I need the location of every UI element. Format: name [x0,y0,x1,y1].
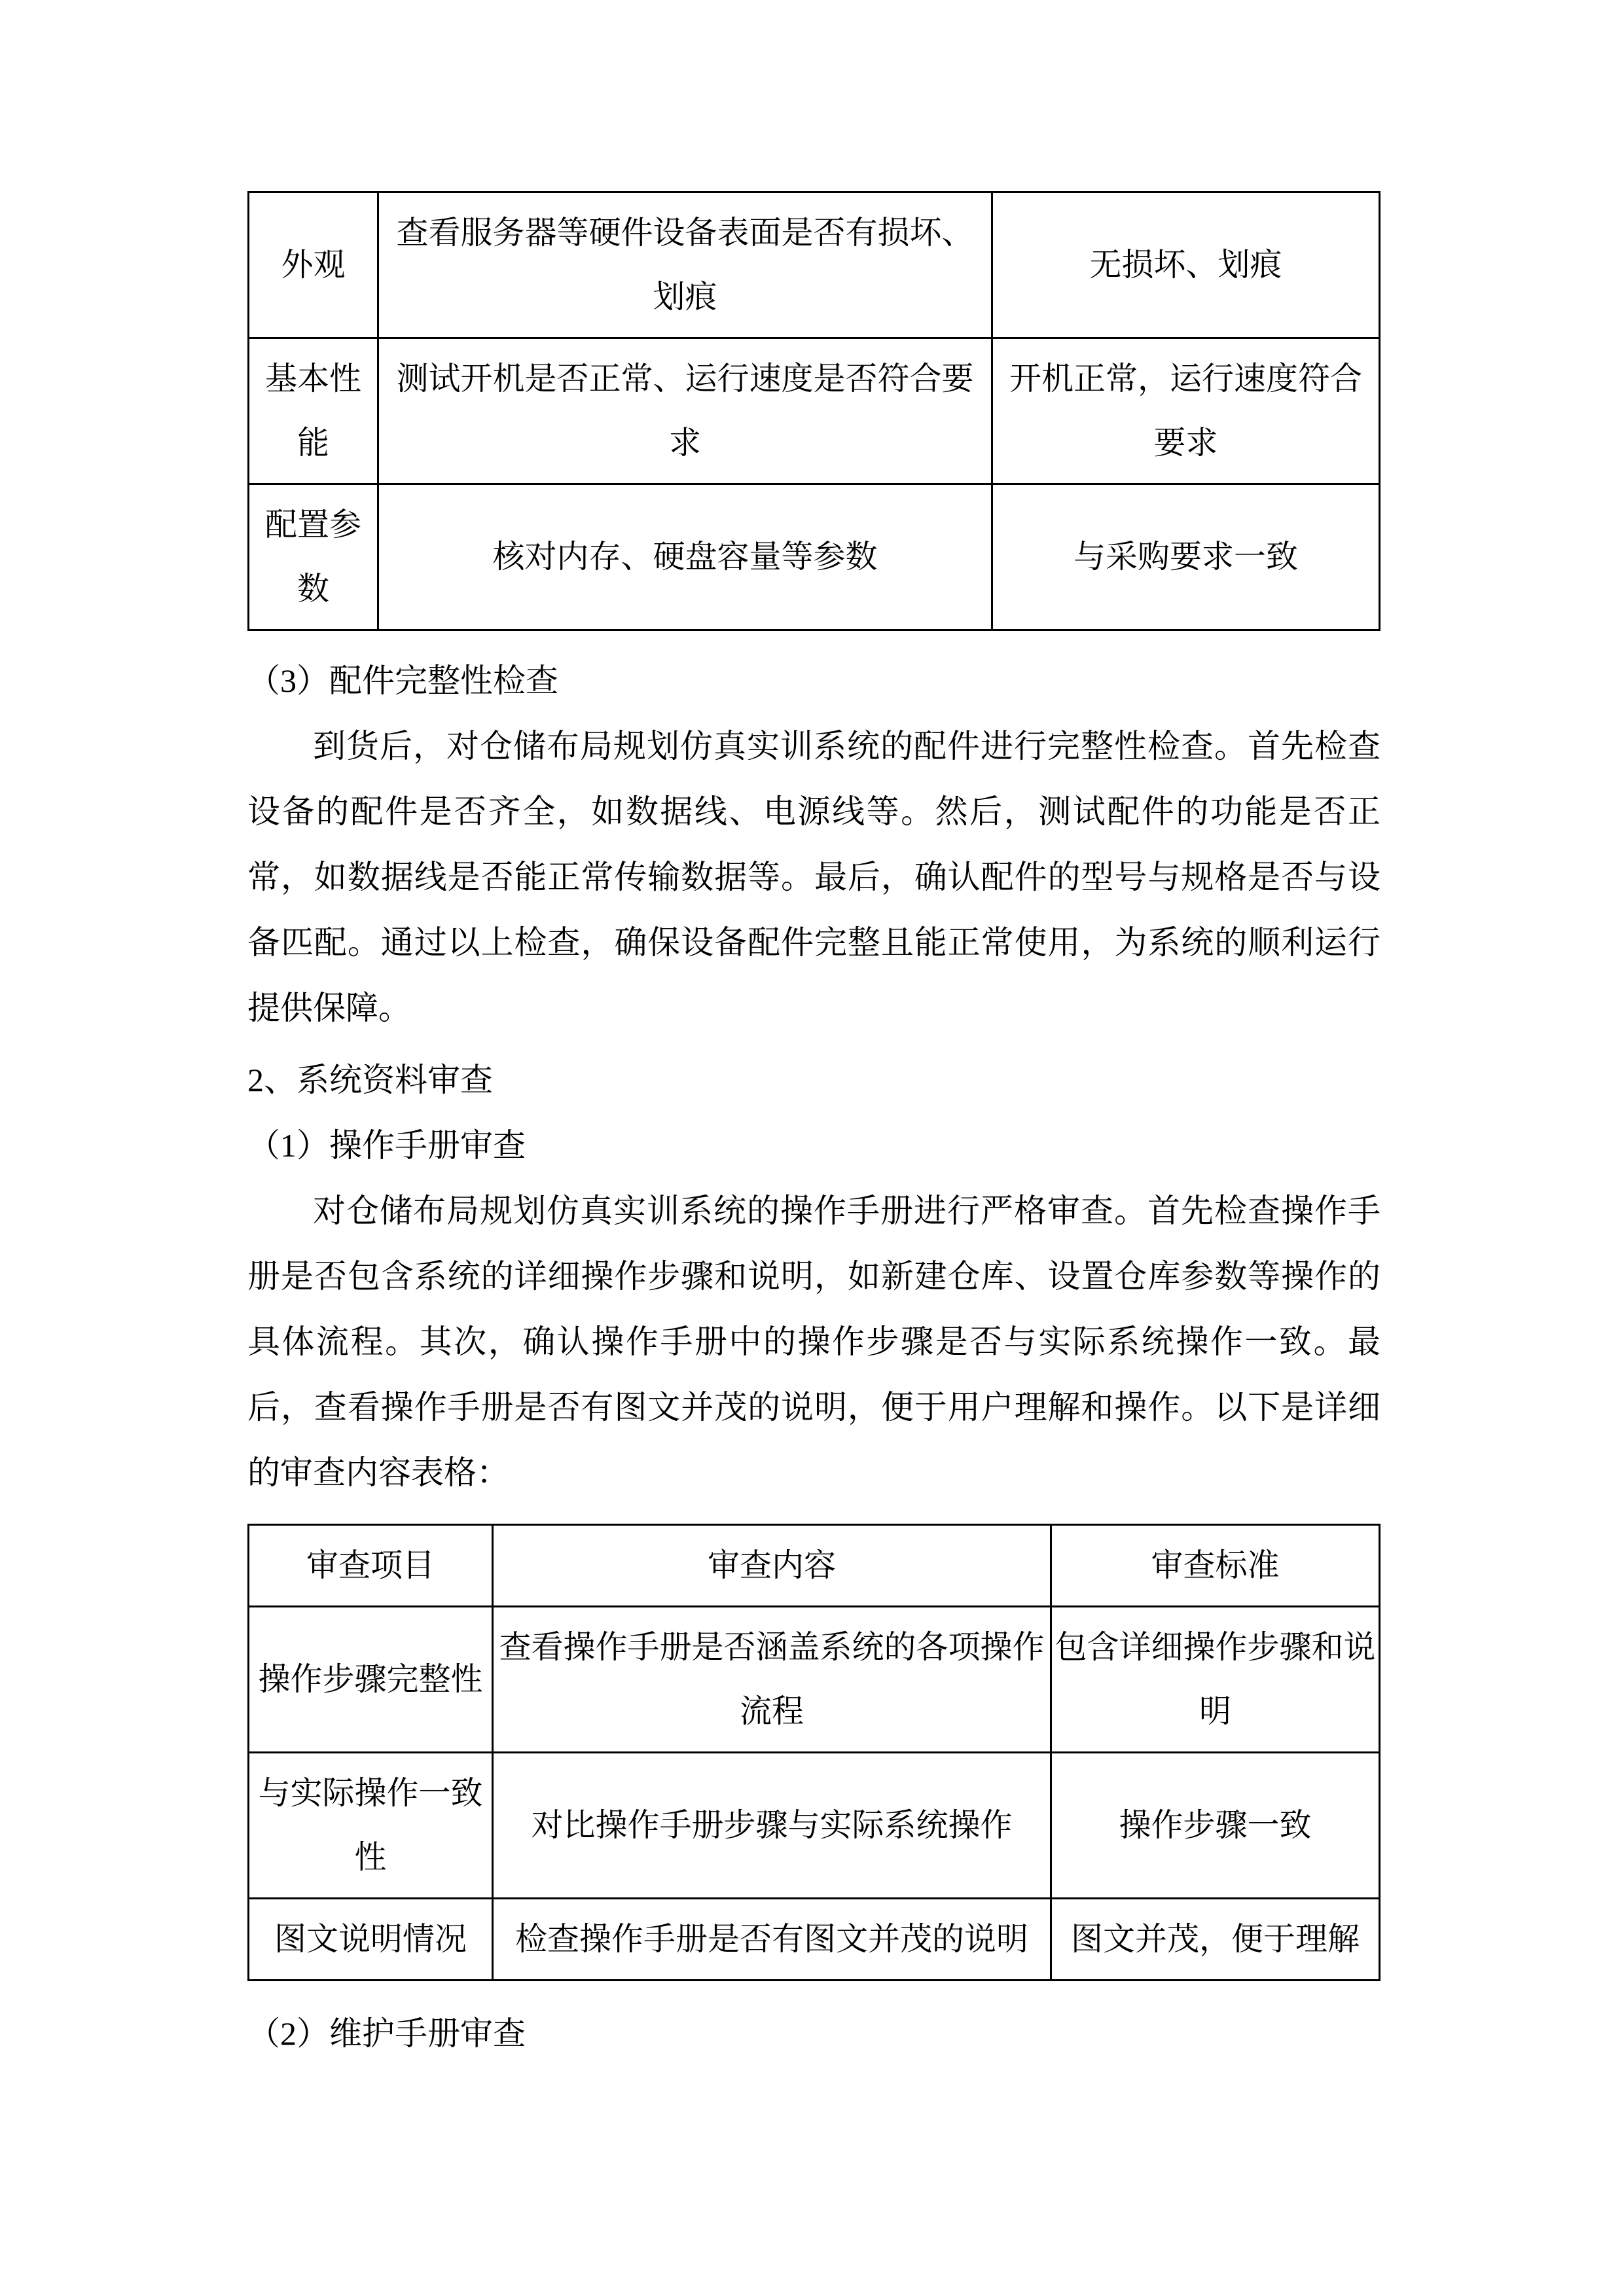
paragraph-parts-check: 到货后，对仓储布局规划仿真实训系统的配件进行完整性检查。首先检查设备的配件是否齐全，如数据线、电源线等。然后，测试配件的功能是否正常，如数据线是否能正常传输数据等。最后，确认配件的型号与规格是否与设备匹配。通过以上检查，确保设备配件完整且能正常使用，为系统的顺利运行提供保障。 [247,728,1380,1026]
table-header-row [249,1525,1380,1607]
table-row [249,192,1380,338]
table-cell: 图文并茂，便于理解 [1051,1899,1380,1981]
heading-system-docs: 2、系统资料审查 [247,1062,493,1098]
heading-maintenance-manual: （2）维护手册审查 [247,2015,526,2052]
heading-manual-review: （1）操作手册审查 [247,1127,526,1164]
table-cell: 配置参数 [249,484,378,630]
table-cell: 查看操作手册是否涵盖系统的各项操作流程 [493,1607,1051,1753]
table-cell: 基本性能 [249,338,378,484]
paragraph-manual-review: 对仓储布局规划仿真实训系统的操作手册进行严格审查。首先检查操作手册是否包含系统的详细操作步骤和说明，如新建仓库、设置仓库参数等操作的具体流程。其次，确认操作手册中的操作步骤是否与实际系统操作一致。最后，查看操作手册是否有图文并茂的说明，便于用户理解和操作。以下是详细的审查内容表格： [247,1193,1380,1491]
table-cell: 与采购要求一致 [992,484,1380,630]
table-row [249,338,1380,484]
table-header-cell: 审查标准 [1051,1525,1380,1607]
table-header-cell: 审查项目 [249,1525,493,1607]
table-row [249,1899,1380,1981]
table-row [249,1753,1380,1899]
table-cell: 外观 [249,192,378,338]
manual-review-table [247,1524,1380,1981]
table-cell: 图文说明情况 [249,1899,493,1981]
table-cell: 查看服务器等硬件设备表面是否有损坏、划痕 [378,192,992,338]
table-cell: 核对内存、硬盘容量等参数 [378,484,992,630]
table-cell: 包含详细操作步骤和说明 [1051,1607,1380,1753]
table-cell: 与实际操作一致性 [249,1753,493,1899]
table-cell: 检查操作手册是否有图文并茂的说明 [493,1899,1051,1981]
hardware-check-table [247,191,1380,631]
table-cell: 测试开机是否正常、运行速度是否符合要求 [378,338,992,484]
table-cell: 开机正常，运行速度符合要求 [992,338,1380,484]
table-row [249,1607,1380,1753]
table-cell: 无损坏、划痕 [992,192,1380,338]
heading-parts-check: （3）配件完整性检查 [247,662,558,699]
table-cell: 操作步骤完整性 [249,1607,493,1753]
table-cell: 操作步骤一致 [1051,1753,1380,1899]
table-cell: 对比操作手册步骤与实际系统操作 [493,1753,1051,1899]
table-row [249,484,1380,630]
table-header-cell: 审查内容 [493,1525,1051,1607]
